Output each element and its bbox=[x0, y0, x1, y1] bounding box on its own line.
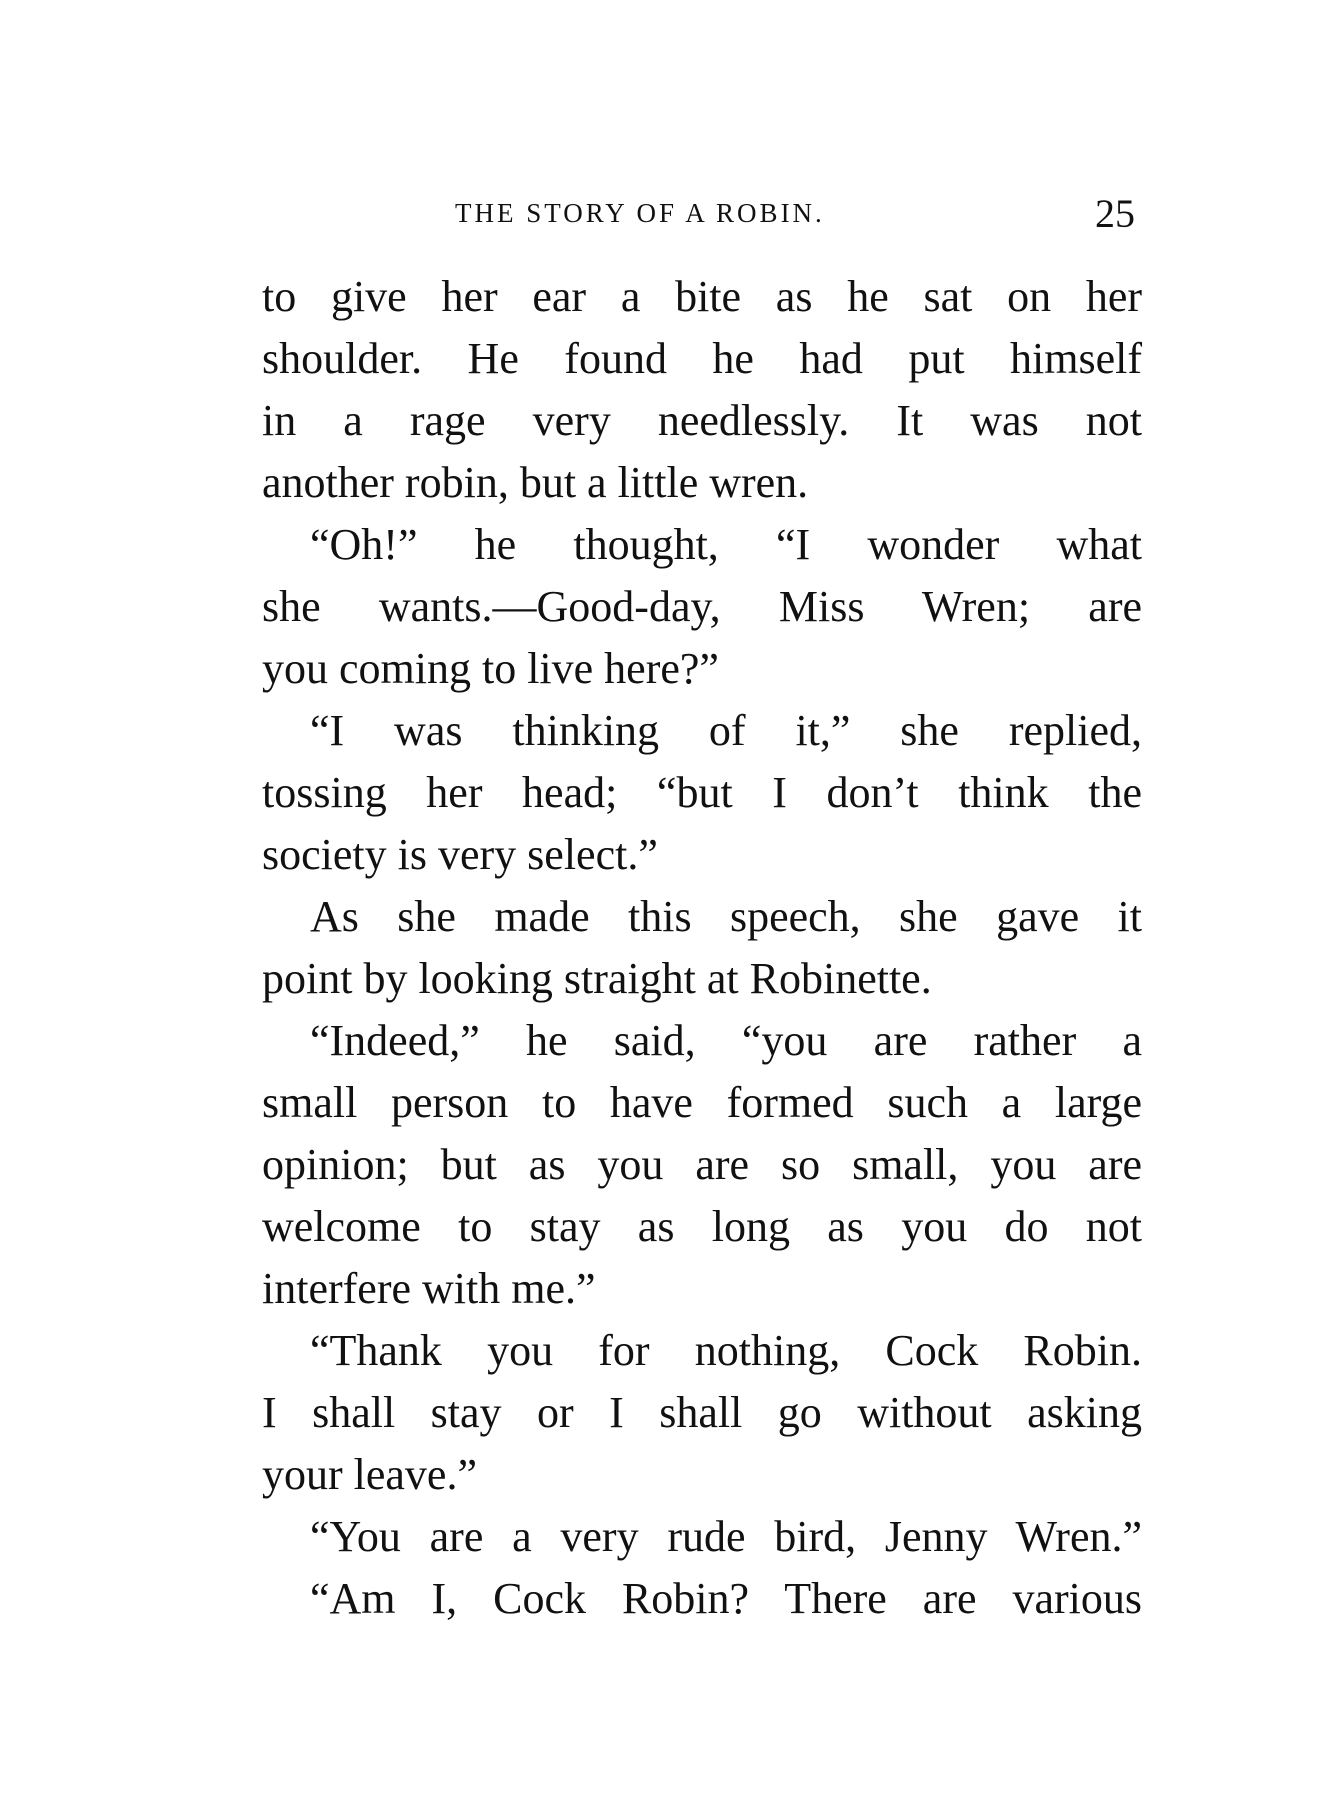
text-line: “Indeed,” he said, “you are rather a bbox=[310, 1016, 1142, 1065]
text-line: you coming to live here?” bbox=[262, 644, 719, 693]
body-text bbox=[262, 266, 1142, 1630]
text-line: your leave.” bbox=[262, 1450, 477, 1499]
text-line: shoulder. He found he had put himself bbox=[262, 334, 1142, 383]
text-line: in a rage very needlessly. It was not bbox=[262, 396, 1142, 445]
text-line: interfere with me.” bbox=[262, 1264, 596, 1313]
text-line: tossing her head; “but I don’t think the bbox=[262, 768, 1142, 817]
text-line: society is very select.” bbox=[262, 830, 658, 879]
running-head bbox=[455, 190, 1135, 240]
text-line: “Oh!” he thought, “I wonder what bbox=[310, 520, 1142, 569]
text-line: small person to have formed such a large bbox=[262, 1078, 1142, 1127]
text-line: opinion; but as you are so small, you are bbox=[262, 1140, 1142, 1189]
page-number: 25 bbox=[1095, 191, 1135, 236]
text-line: welcome to stay as long as you do not bbox=[262, 1202, 1142, 1251]
text-line: “I was thinking of it,” she replied, bbox=[310, 706, 1142, 755]
text-line: I shall stay or I shall go without asking bbox=[262, 1388, 1142, 1437]
text-line: she wants.—Good-day, Miss Wren; are bbox=[262, 582, 1142, 631]
text-line: “Thank you for nothing, Cock Robin. bbox=[310, 1326, 1142, 1375]
text-line: to give her ear a bite as he sat on her bbox=[262, 272, 1142, 321]
text-line: As she made this speech, she gave it bbox=[310, 892, 1142, 941]
text-line: another robin, but a little wren. bbox=[262, 458, 809, 507]
text-line: “You are a very rude bird, Jenny Wren.” bbox=[310, 1512, 1142, 1561]
text-line: “Am I, Cock Robin? There are various bbox=[310, 1574, 1142, 1623]
running-title: THE STORY OF A ROBIN. bbox=[455, 198, 825, 228]
text-line: point by looking straight at Robinette. bbox=[262, 954, 932, 1003]
